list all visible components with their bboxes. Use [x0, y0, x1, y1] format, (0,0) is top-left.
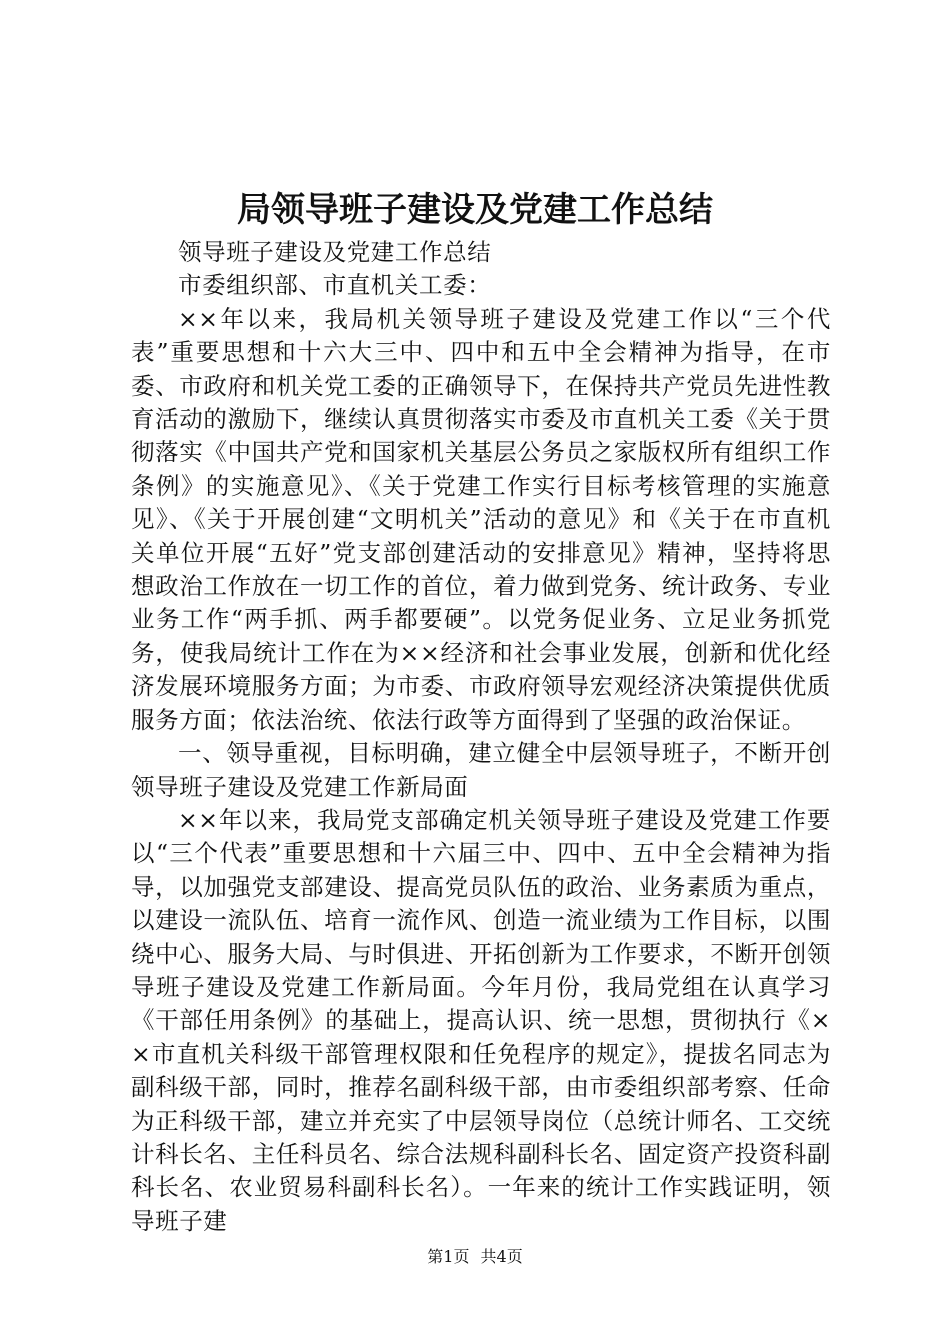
page-number: 第1页	[427, 1247, 470, 1266]
subtitle-paragraph: 领导班子建设及党建工作总结	[178, 238, 492, 266]
salutation-paragraph: 市委组织部、市直机关工委：	[178, 271, 492, 300]
document-title: 局领导班子建设及党建工作总结	[237, 190, 713, 230]
document-body	[131, 236, 831, 1238]
section-heading-1: 一、领导重视，目标明确，建立健全中层领导班子，不断开创领导班子建设及党建工作新局面	[131, 739, 831, 801]
page-footer	[0, 1246, 950, 1268]
intro-paragraph: ××年以来，我局机关领导班子建设及党建工作以“三个代表”重要思想和十六大三中、四中和五中全会精神为指导，在市委、市政府和机关党工委的正确领导下，在保持共产党员先进性教育活动的激励下，继续认真贯彻落实市委及市直机关工委《关于贯彻落实《中国共产党和国家机关基层公务员之家版权所有组织工作条例》的实施意见》、《关于党建工作实行目标考核管理的实施意见》、《关于开展创建“文明机关”活动的意见》和《关于在市直机关单位开展“五好”党支部创建活动的安排意见》精神，坚持将思想政治工作放在一切工作的首位，着力做到党务、统计政务、专业业务工作“两手抓、两手都要硬”。以党务促业务、立足业务抓党务，使我局统计工作在为××经济和社会事业发展，创新和优化经济发展环境服务方面；为市委、市政府领导宏观经济决策提供优质服务方面；依法治统、依法行政等方面得到了坚强的政治保证。	[131, 304, 831, 734]
section-1-paragraph: ××年以来，我局党支部确定机关领导班子建设及党建工作要以“三个代表”重要思想和十六届三中、四中、五中全会精神为指导，以加强党支部建设、提高党员队伍的政治、业务素质为重点，以建设一流队伍、培育一流作风、创造一流业绩为工作目标，以围绕中心、服务大局、与时俱进、开拓创新为工作要求，不断开创领导班子建设及党建工作新局面。今年月份，我局党组在认真学习《干部任用条例》的基础上，提高认识、统一思想，贯彻执行《××市直机关科级干部管理权限和任免程序的规定》，提拔名同志为副科级干部，同时，推荐名副科级干部，由市委组织部考察、任命为正科级干部，建立并充实了中层领导岗位（总统计师名、工交统计科长名、主任科员名、综合法规科副科长名、固定资产投资科副科长名、农业贸易科副科长名）。一年来的统计工作实践证明，领导班子建	[131, 805, 831, 1235]
page-total: 共4页	[480, 1247, 523, 1266]
